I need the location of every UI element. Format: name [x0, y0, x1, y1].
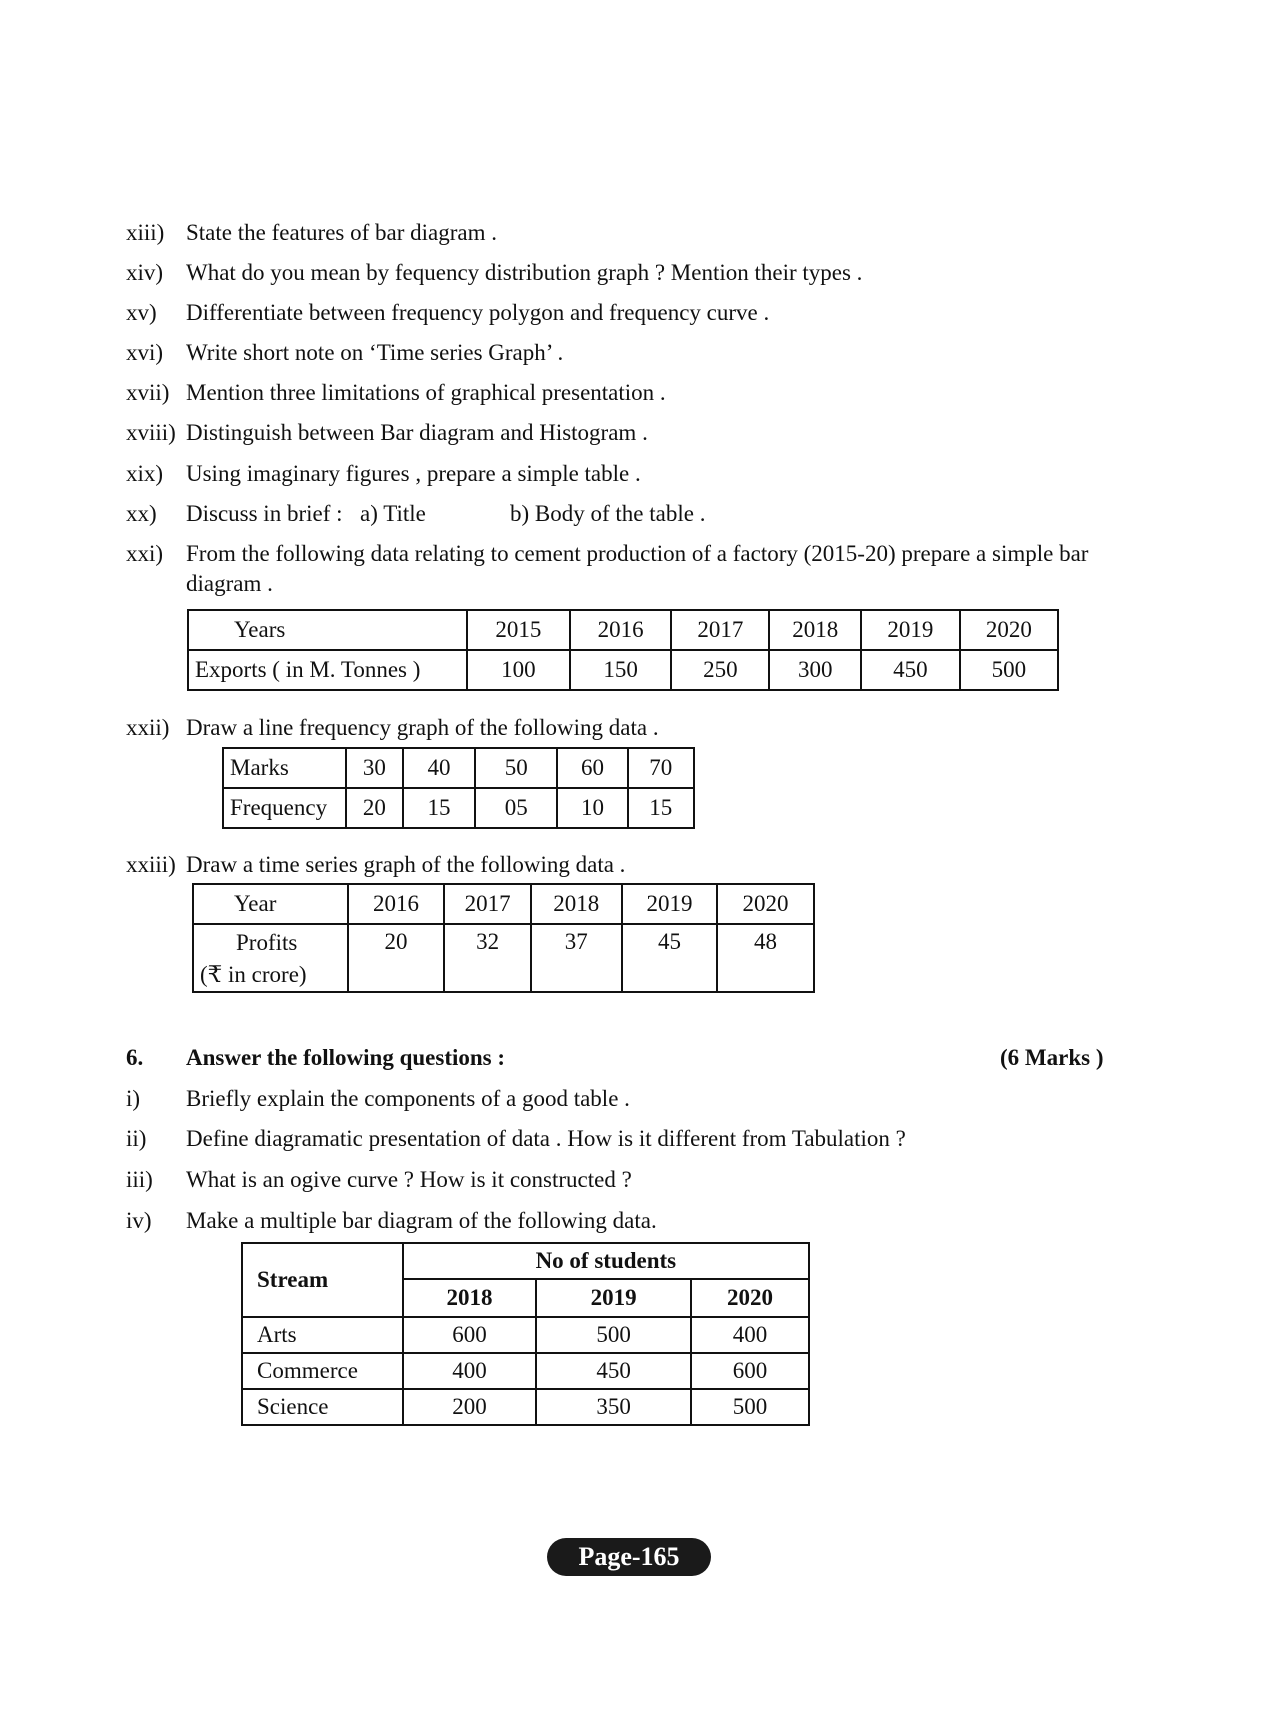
table-header-cell: 2019 — [536, 1279, 691, 1317]
table-cell: 600 — [403, 1317, 536, 1353]
table-cell: Exports ( in M. Tonnes ) — [188, 650, 467, 690]
question-part-b: b) Body of the table . — [510, 501, 706, 526]
table-cell: 05 — [475, 788, 558, 828]
page-number-badge: Page-165 — [547, 1538, 711, 1576]
question-text: Mention three limitations of graphical presentation . — [186, 380, 666, 405]
question-part-a: a) Title — [360, 501, 426, 526]
table-row — [242, 1317, 809, 1353]
table-cell: 15 — [628, 788, 694, 828]
table-header-cell: 2018 — [403, 1279, 536, 1317]
question-text: From the following data relating to cement production of a factory (2015-20) prepare a simple bar — [186, 541, 1089, 566]
table-header-cell: Stream — [242, 1243, 403, 1317]
question-text: Define diagramatic presentation of data . How is it different from Tabulation ? — [186, 1126, 906, 1151]
table-cell: 500 — [960, 650, 1058, 690]
cement-production-table — [187, 609, 1059, 691]
table-row — [188, 610, 1058, 650]
table-cell: 40 — [403, 748, 475, 788]
table-cell: 300 — [769, 650, 860, 690]
question-text: Discuss in brief : — [186, 501, 343, 526]
question-text: Draw a line frequency graph of the following data . — [186, 715, 659, 740]
question-text: Using imaginary figures , prepare a simple table . — [186, 461, 641, 486]
question-number: xvi) — [126, 340, 164, 365]
table-cell: 600 — [691, 1353, 809, 1389]
table-cell: 30 — [346, 748, 404, 788]
question-number: xxiii) — [126, 852, 176, 877]
table-header-cell: 2020 — [691, 1279, 809, 1317]
table-cell: Year — [193, 884, 348, 924]
table-cell: 450 — [861, 650, 960, 690]
table-cell: Arts — [242, 1317, 403, 1353]
table-cell: 2015 — [467, 610, 570, 650]
question-number: xiv) — [126, 260, 164, 285]
question-text: Draw a time series graph of the following data . — [186, 852, 626, 877]
students-table — [241, 1242, 810, 1426]
table-cell: 50 — [475, 748, 558, 788]
table-cell: 2016 — [570, 610, 671, 650]
table-cell: Years — [188, 610, 467, 650]
profits-table — [192, 883, 815, 993]
question-number: xiii) — [126, 220, 165, 245]
table-cell: Frequency — [223, 788, 346, 828]
table-cell: 400 — [691, 1317, 809, 1353]
table-row — [223, 748, 694, 788]
section-title: Answer the following questions : — [186, 1045, 506, 1070]
question-number: xix) — [126, 461, 164, 486]
question-text-continued: diagram . — [186, 571, 273, 596]
question-number: xvii) — [126, 380, 170, 405]
table-cell: 2020 — [960, 610, 1058, 650]
table-cell: 2017 — [444, 884, 531, 924]
marks-frequency-table — [222, 747, 695, 829]
question-number: iv) — [126, 1208, 152, 1233]
table-cell: 500 — [691, 1389, 809, 1425]
table-cell: 2016 — [348, 884, 445, 924]
table-cell: 250 — [671, 650, 769, 690]
profits-unit-label: (₹ in crore) — [200, 962, 307, 987]
table-cell: 20 — [346, 788, 404, 828]
table-cell: 48 — [717, 924, 814, 992]
table-cell — [193, 924, 348, 992]
table-cell: 45 — [622, 924, 717, 992]
question-number: i) — [126, 1086, 141, 1111]
question-text: Make a multiple bar diagram of the following data. — [186, 1208, 657, 1233]
profits-label: Profits — [236, 930, 298, 955]
table-row — [188, 650, 1058, 690]
question-number: xx) — [126, 501, 157, 526]
table-header-cell: No of students — [403, 1243, 809, 1279]
question-number: xxii) — [126, 715, 170, 740]
table-cell: Commerce — [242, 1353, 403, 1389]
question-text: Differentiate between frequency polygon and frequency curve . — [186, 300, 770, 325]
table-cell: 2019 — [622, 884, 717, 924]
table-row — [242, 1389, 809, 1425]
table-cell: 400 — [403, 1353, 536, 1389]
table-cell: 2017 — [671, 610, 769, 650]
question-text: Write short note on ‘Time series Graph’ . — [186, 340, 564, 365]
table-cell: 150 — [570, 650, 671, 690]
question-number: xxi) — [126, 541, 164, 566]
table-cell: 200 — [403, 1389, 536, 1425]
table-row — [193, 924, 814, 992]
table-cell: 60 — [557, 748, 627, 788]
table-cell: 20 — [348, 924, 445, 992]
section-marks: (6 Marks ) — [1000, 1045, 1104, 1070]
table-cell: Science — [242, 1389, 403, 1425]
question-text: State the features of bar diagram . — [186, 220, 498, 245]
table-row — [223, 788, 694, 828]
table-cell: 2018 — [531, 884, 622, 924]
table-cell: 10 — [557, 788, 627, 828]
table-row — [193, 884, 814, 924]
table-cell: 70 — [628, 748, 694, 788]
table-cell: 2018 — [769, 610, 860, 650]
table-cell: 500 — [536, 1317, 691, 1353]
table-row — [242, 1353, 809, 1389]
question-text: What is an ogive curve ? How is it constructed ? — [186, 1167, 632, 1192]
table-cell: 450 — [536, 1353, 691, 1389]
question-number: xviii) — [126, 420, 176, 445]
section-number: 6. — [126, 1045, 144, 1070]
table-row — [242, 1243, 809, 1279]
table-cell: 15 — [403, 788, 475, 828]
question-text: What do you mean by fequency distribution graph ? Mention their types . — [186, 260, 863, 285]
question-number: xv) — [126, 300, 157, 325]
question-text: Distinguish between Bar diagram and Histogram . — [186, 420, 648, 445]
table-cell: 2020 — [717, 884, 814, 924]
table-cell: Marks — [223, 748, 346, 788]
question-text: Briefly explain the components of a good table . — [186, 1086, 630, 1111]
question-number: iii) — [126, 1167, 153, 1192]
table-cell: 37 — [531, 924, 622, 992]
question-number: ii) — [126, 1126, 147, 1151]
table-cell: 350 — [536, 1389, 691, 1425]
table-cell: 100 — [467, 650, 570, 690]
table-cell: 32 — [444, 924, 531, 992]
table-cell: 2019 — [861, 610, 960, 650]
